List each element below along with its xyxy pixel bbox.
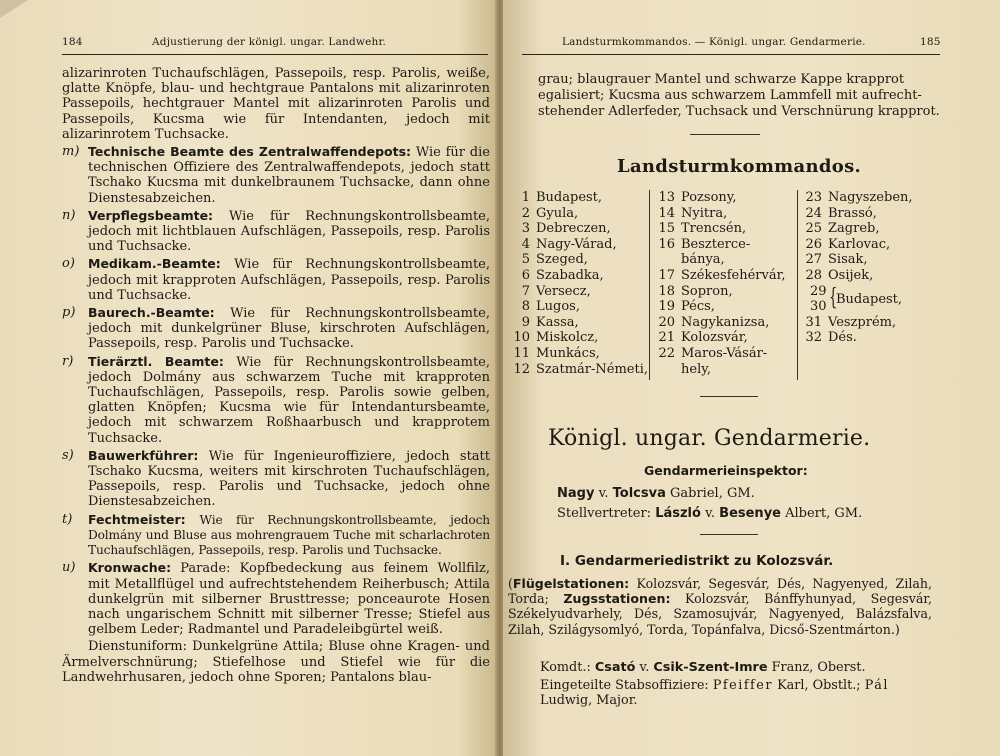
command-number: 18 (658, 283, 675, 299)
command-row (655, 190, 786, 206)
command-brace-group (802, 284, 913, 315)
command-row (655, 362, 786, 378)
command-name: Nyitra, (681, 205, 728, 221)
command-number: 17 (658, 267, 675, 283)
command-name: Budapest, (536, 190, 603, 205)
continuation-line-3: stehender Adlerfeder, Tuchsack und Verschnürung krapprot. (538, 104, 940, 119)
command-number: 20 (658, 314, 675, 330)
command-number: 26 (805, 236, 822, 252)
command-row (802, 237, 913, 253)
entry-letter: n) (62, 207, 76, 223)
entry-letter: o) (62, 256, 75, 272)
command-row (802, 206, 913, 222)
command-name: Zagreb, (828, 221, 880, 237)
left-head-rule (62, 54, 488, 55)
command-number: 25 (805, 221, 822, 237)
entry-letter: t) (62, 511, 73, 527)
entry-text: Wie für die technischen Offiziere des Zentralwaffendepots, jedoch statt Tschako Kucsma mit dunkelbraunem Tuchsacke, dann ohne Dienstesabzeichen. (88, 145, 490, 206)
command-name: Kolozsvár, (681, 330, 748, 346)
command-number: 1 (521, 190, 530, 205)
entry-name: Medikam.-Beamte: (88, 256, 221, 272)
command-number: 5 (521, 252, 530, 268)
inspector-heading: Gendarmerieinspektor: (644, 463, 808, 478)
command-name: Pécs, (681, 299, 715, 315)
entry-1 (62, 208, 490, 255)
command-number: 2 (521, 205, 530, 221)
command-row (802, 268, 913, 284)
left-page (0, 0, 497, 756)
command-row (510, 206, 648, 222)
command-number: 4 (521, 236, 530, 252)
entry-text: Wie für Rechnungskontrollsbeamte, jedoch Dolmány aus schwarzem Tuche mit krapproten Tuchaufschlägen, Passepoils, resp. Parolis sowie gelben, glatten Knöpfen; Kucsma wie für Intendantursbeamte, jedoch mit schwarzem Roßhaarbusch und krapprotem Tuchsacke. (88, 354, 490, 446)
district-stations: (Flügelstationen: Kolozsvár, Segesvár, Dés, Nagyenyed, Zilah, Torda; Zugsstationen: Kolozsvár, Bánffyhunyad, Segesvár, Székelyudvarhely, Dés, Szamosujvár, Nagyenyed, Balázsfalva, Zilah, Szilágysomlyó, Torda, Topánfalva, Dicső-Szentmárton.) (508, 576, 932, 637)
command-name: Szabadka, (536, 267, 604, 283)
entry-name: Bauwerkführer: (88, 447, 199, 463)
entry-name: Kronwache: (88, 560, 172, 576)
komdt-line: Komdt.: Csató v. Csik-Szent-Imre Franz, Oberst. (540, 660, 866, 675)
command-row (655, 268, 786, 284)
right-head-rule (522, 54, 940, 55)
command-name: Sisak, (828, 252, 868, 268)
command-name: Nagy-Várad, (536, 236, 617, 252)
command-name: Kassa, (536, 314, 579, 330)
zug-text: Kolozsvár, Bánffyhunyad, Segesvár, Székelyudvarhely, Dés, Szamosujvár, Nagyenyed, Balázsfalva, Zilah, Szilágysomlyó, Torda, Topánfalva, Dicső-Szentmárton.) (508, 591, 932, 637)
entry-name: Verpflegsbeamte: (88, 207, 214, 223)
entry-text: Wie für Rechnungskontrollsbeamte, jedoch mit krapproten Aufschlägen, Passepoils, resp. Parolis und Tuchsacke. (88, 257, 490, 303)
command-name: Pozsony, (681, 190, 737, 205)
entry-3 (62, 305, 490, 352)
entry-text: Wie für Rechnungskontrollsbeamte, jedoch mit dunkelgrüner Bluse, kirschroten Aufschlägen, Passepoils, resp. Parolis und Tuchsacke. (88, 306, 490, 352)
command-name: Beszterce- (681, 236, 751, 252)
entry-letter: m) (62, 144, 80, 160)
left-running-head: Adjustierung der königl. ungar. Landwehr. (152, 36, 387, 48)
command-name: Munkács, (536, 345, 600, 361)
command-name: Nagyszeben, (828, 190, 913, 205)
command-number: 10 (513, 330, 530, 346)
command-name: Versecz, (536, 283, 591, 299)
left-tail-paragraph: Dienstuniform: Dunkelgrüne Attila; Bluse ohne Kragen- und Ärmelverschnürung; Stiefelhose und Stiefel wie für die Landwehrhusaren, jedoch ohne Sporen; Pantalons blau- (62, 639, 490, 685)
entry-text: Wie für Rechnungskontrollsbeamte, jedoch Dolmány und Bluse aus mohrengrauem Tuche mit scharlachroten Tuchaufschlägen, Passepoils, resp. Parolis und Tuchsacke. (88, 512, 490, 558)
command-row (655, 315, 786, 331)
entry-4 (62, 354, 490, 446)
command-row (802, 315, 913, 331)
command-row (655, 299, 786, 315)
district-heading: I. Gendarmeriedistrikt zu Kolozsvár. (560, 553, 834, 569)
landsturm-title: Landsturmkommandos. (617, 156, 862, 177)
command-number: 28 (805, 267, 822, 283)
command-row (510, 284, 648, 300)
command-number: 23 (805, 190, 822, 205)
short-divider-2 (700, 396, 758, 397)
command-number: 21 (658, 330, 675, 346)
command-row (655, 237, 786, 253)
short-divider-1 (690, 134, 760, 135)
folded-corner (0, 0, 28, 18)
command-name: Trencsén, (681, 221, 747, 237)
zug-label: Zugsstationen: (563, 591, 671, 607)
command-name: Maros-Vásár- (681, 345, 768, 361)
left-body (62, 66, 490, 687)
command-name: hely, (681, 361, 711, 377)
command-number: 12 (513, 361, 530, 377)
command-row (510, 268, 648, 284)
brace-number-2: 30 (810, 299, 827, 315)
command-number: 3 (521, 221, 530, 237)
entry-2 (62, 256, 490, 303)
command-row (802, 221, 913, 237)
command-name: Sopron, (681, 283, 733, 299)
command-name: Dés. (828, 330, 857, 346)
command-column-3 (802, 190, 913, 346)
command-row (655, 284, 786, 300)
command-column-2 (655, 190, 786, 377)
command-name: Nagykanizsa, (681, 314, 770, 330)
command-row (510, 252, 648, 268)
command-number: 14 (658, 205, 675, 221)
fluegel-text: Kolozsvár, Segesvár, Dés, Nagyenyed, Zilah, Torda; (508, 576, 932, 607)
continuation-line-1: grau; blaugrauer Mantel und schwarze Kappe krapprot (538, 72, 905, 87)
command-number: 6 (521, 267, 530, 283)
command-row (510, 190, 648, 206)
entry-0 (62, 144, 490, 206)
command-name: bánya, (681, 252, 725, 268)
staff-officers-line: Eingeteilte Stabsoffiziere: Pfeiffer Karl, Obstlt.; Pál Ludwig, Major. (540, 678, 889, 708)
entry-letter: p) (62, 305, 76, 321)
command-name: Debreczen, (536, 221, 611, 237)
left-page-number: 184 (62, 36, 83, 48)
command-name: Brassó, (828, 205, 877, 221)
command-name: Miskolcz, (536, 330, 599, 346)
entry-text: Wie für Ingenieuroffiziere, jedoch statt Tschako Kucsma, weiters mit kirschroten Tuchaufschlägen, Passepoils, resp. Parolis und Tuchsacke, jedoch ohne Dienstesabzeichen. (88, 448, 491, 510)
brace-number-1: 29 (810, 283, 827, 299)
entry-name: Technische Beamte des Zentralwaffendepots: (88, 144, 412, 160)
command-row (655, 206, 786, 222)
entry-5 (62, 448, 490, 510)
command-column-1 (510, 190, 648, 377)
command-name: Szatmár-Németi, (536, 361, 649, 377)
command-row (510, 221, 648, 237)
command-number: 24 (805, 205, 822, 221)
command-number: 7 (521, 283, 530, 299)
right-page-number: 185 (920, 36, 941, 48)
continuation-line-2: egalisiert; Kucsma aus schwarzem Lammfell mit aufrecht- (538, 88, 922, 103)
entry-letter: r) (62, 353, 74, 369)
command-separator-2 (797, 190, 798, 380)
command-row (802, 252, 913, 268)
brace-command-name: Budapest, (836, 291, 903, 307)
command-name: Székesfehérvár, (681, 267, 786, 283)
command-row (802, 190, 913, 206)
command-row (510, 237, 648, 253)
command-number: 22 (658, 345, 675, 361)
command-name: Karlovac, (828, 236, 891, 252)
command-name: Gyula, (536, 205, 579, 221)
command-number: 27 (805, 252, 822, 268)
command-row (655, 330, 786, 346)
command-number: 31 (805, 314, 822, 330)
command-row (510, 330, 648, 346)
right-running-head: Landsturmkommandos. — Königl. ungar. Gendarmerie. (562, 36, 866, 48)
brace-glyph: { (829, 284, 838, 312)
command-number: 11 (513, 345, 530, 361)
entry-6 (62, 512, 490, 559)
command-name: Osijek, (828, 267, 874, 283)
command-row (510, 362, 648, 378)
command-row (510, 299, 648, 315)
command-name: Veszprém, (828, 314, 897, 330)
command-row (510, 315, 648, 331)
command-number: 13 (658, 190, 675, 205)
entry-name: Baurech.-Beamte: (88, 305, 215, 321)
gendarmerie-title: Königl. ungar. Gendarmerie. (548, 426, 871, 451)
command-row (655, 252, 786, 268)
command-name: Szeged, (536, 252, 588, 268)
deputy-line: Stellvertreter: László v. Besenye Albert, GM. (557, 506, 863, 521)
command-number: 8 (521, 299, 530, 315)
short-divider-3 (700, 534, 758, 535)
command-number: 9 (521, 314, 530, 330)
command-number: 19 (658, 299, 675, 315)
entry-text: Parade: Kopfbedeckung aus feinem Wollfilz, mit Metallflügel und aufrechtstehendem Reiherbusch; Attila dunkelgrün mit silberner Brusttresse; ponceaurote Hosen nach ungarischem Schnitt mit silberner Tresse; Stiefel aus gelbem Leder; Radmantel und Paradeleibgürtel weiß. (88, 561, 490, 638)
command-number: 32 (805, 330, 822, 346)
entry-name: Fechtmeister: (88, 511, 186, 527)
command-name: Lugos, (536, 299, 580, 315)
entry-text: Wie für Rechnungskontrollsbeamte, jedoch mit lichtblauen Aufschlägen, Passepoils, resp. Parolis und Tuchsacke. (88, 208, 490, 255)
command-row (655, 221, 786, 237)
command-number: 15 (658, 221, 675, 237)
command-number: 16 (658, 236, 675, 252)
entry-list (62, 144, 490, 637)
fluegel-label: Flügelstationen: (512, 576, 630, 591)
inspector-line: Nagy v. Tolcsva Gabriel, GM. (557, 486, 755, 501)
entry-name: Tierärztl. Beamte: (88, 353, 224, 369)
command-separator-1 (649, 190, 650, 380)
command-row (510, 346, 648, 362)
left-intro-paragraph: alizarinroten Tuchaufschlägen, Passepoils, resp. Parolis, weiße, glatte Knöpfe, blau- und hechtgraue Pantalons mit alizarinroten Passepoils, hechtgrauer Mantel mit alizarinroten Parolis und Passepoils, Kucsma wie für Intendanten, jedoch mit alizarinrotem Tuchsacke. (62, 66, 490, 142)
entry-letter: s) (62, 447, 74, 463)
command-row (802, 330, 913, 346)
command-row (655, 346, 786, 362)
entry-letter: u) (62, 560, 76, 576)
entry-7 (62, 560, 490, 637)
